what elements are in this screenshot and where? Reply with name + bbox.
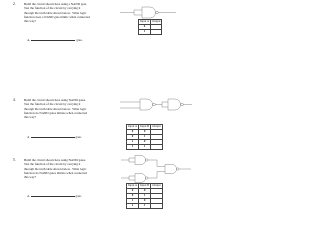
question-5-truth-table xyxy=(126,183,163,209)
nand-gate-diagram-double xyxy=(120,97,194,119)
cell-output[interactable] xyxy=(151,30,162,35)
nand-gate-c-symbol xyxy=(165,165,177,174)
header-input-b: Input B xyxy=(140,183,150,188)
inversion-bubble xyxy=(146,159,148,161)
question-5-answer-line xyxy=(24,190,82,202)
answer-prefix: A xyxy=(27,135,30,139)
answer-prefix: A. xyxy=(27,38,31,42)
header-input-a: Input A xyxy=(128,183,138,188)
cell-input-b: 0 xyxy=(139,199,151,204)
nand-gate-a-symbol xyxy=(135,156,146,165)
header-output: Output xyxy=(152,19,161,24)
header-input-a: Input A xyxy=(128,124,138,129)
cell-input-a: 1 xyxy=(127,204,139,209)
cell-input-a: 0 xyxy=(127,130,139,135)
table-row xyxy=(139,30,162,35)
nand-gate-diagram-triple xyxy=(121,155,195,185)
header-input-b: Input B xyxy=(140,124,150,129)
header-input-a: Input A xyxy=(140,19,150,24)
cell-input-a: 0 xyxy=(139,25,151,30)
inversion-bubble xyxy=(181,103,184,106)
nand-gate-symbol xyxy=(142,7,156,18)
cell-input-b: 1 xyxy=(139,145,151,150)
cell-input-a: 0 xyxy=(127,194,139,199)
inversion-bubble xyxy=(177,168,179,170)
cell-output[interactable] xyxy=(151,145,162,150)
inversion-bubble xyxy=(153,103,156,106)
nand-gate-2-symbol xyxy=(168,99,181,110)
inversion-bubble xyxy=(146,177,148,179)
cell-input-b: 0 xyxy=(139,189,151,194)
inversion-bubble xyxy=(156,11,159,14)
question-4-truth-table xyxy=(126,124,163,150)
cell-input-a: 0 xyxy=(127,189,139,194)
question-4-answer-line xyxy=(24,131,82,143)
nand-gate-diagram-single xyxy=(120,6,192,20)
question-5-text: Build the circuit shown here using NAND gates. Test the function of the circuit by carrying it through the truth table shown below. What logic function do NAND gates imitate when connected this way? xyxy=(24,158,88,180)
question-4-number: 4. xyxy=(13,98,16,102)
cell-input-b: 1 xyxy=(139,194,151,199)
cell-input-a: 1 xyxy=(139,30,151,35)
answer-blank[interactable] xyxy=(31,196,75,197)
answer-suffix: gate. xyxy=(76,38,83,42)
cell-input-a: 1 xyxy=(127,199,139,204)
question-4-text: Build the circuit shown here using NAND gates. Test the function of the circuit by carrying it through the truth table shown below. What logic function do NAND gates imitate when connected this way? xyxy=(24,98,88,120)
cell-input-b: 1 xyxy=(139,135,151,140)
answer-suffix: gate. xyxy=(75,194,82,198)
question-2-number: 2. xyxy=(13,2,16,6)
cell-input-a: 0 xyxy=(127,135,139,140)
question-2-text: Build the circuit shown here using a NAND gate. Test the function of the circuit by carrying it through the truth table shown below. What logic function does a NAND gate mimic when connected this way? xyxy=(24,2,90,24)
nand-gate-b-symbol xyxy=(135,174,146,183)
answer-blank[interactable] xyxy=(31,137,75,138)
cell-input-a: 1 xyxy=(127,140,139,145)
nand-gate-1-symbol xyxy=(140,99,153,110)
cell-input-b: 0 xyxy=(139,140,151,145)
header-output: Output xyxy=(152,124,161,129)
question-5-number: 5. xyxy=(13,158,16,162)
question-2-truth-table xyxy=(138,19,162,35)
cell-input-b: 0 xyxy=(139,130,151,135)
cell-output[interactable] xyxy=(151,204,162,209)
answer-prefix: A xyxy=(27,194,30,198)
answer-blank[interactable] xyxy=(31,40,75,41)
question-2-answer-line xyxy=(24,34,83,46)
cell-input-a: 1 xyxy=(127,145,139,150)
header-output: Output xyxy=(152,183,161,188)
table-row xyxy=(127,204,163,209)
table-row xyxy=(127,145,163,150)
answer-suffix: gate. xyxy=(75,135,82,139)
cell-input-b: 1 xyxy=(139,204,151,209)
